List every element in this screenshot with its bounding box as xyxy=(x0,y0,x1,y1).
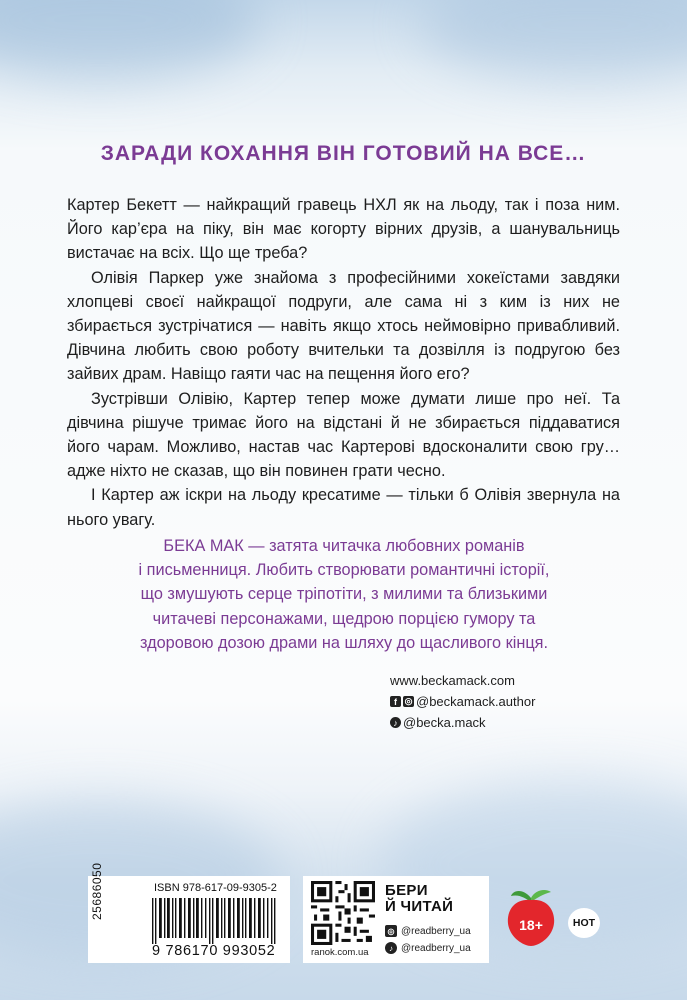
author-bio-line: здоровою дозою драми на шляху до щасливого кінця. xyxy=(140,633,548,652)
hot-badge: HOT xyxy=(568,908,600,938)
author-social-row xyxy=(390,691,535,712)
publisher-instagram-row xyxy=(385,925,471,937)
berry-age-badge-icon xyxy=(505,886,557,948)
instagram-icon: ◎ xyxy=(385,925,397,937)
barcode-icon xyxy=(150,898,282,944)
author-bio-line: і письменниця. Любить створювати романтичні історії, xyxy=(138,561,550,580)
barcode-number: 9 786170 993052 xyxy=(152,943,276,959)
book-blurb xyxy=(67,193,620,532)
publisher-panel xyxy=(303,876,489,963)
instagram-icon: ◎ xyxy=(404,696,413,706)
author-links xyxy=(390,670,535,733)
publisher-website[interactable]: ranok.com.ua xyxy=(311,947,369,958)
barcode-panel xyxy=(88,862,290,963)
author-tiktok-handle[interactable]: @becka.mack xyxy=(403,715,486,730)
isbn-text: ISBN 978-617-09-9305-2 xyxy=(154,882,277,894)
author-tiktok-row xyxy=(390,712,535,733)
author-website-row xyxy=(390,670,535,691)
author-bio-line: читачеві персонажами, щедрою порцією гумору та xyxy=(152,609,536,628)
blurb-paragraph: І Картер аж іскри на льоду кресатиме — тільки б Олівія звернула на нього увагу. xyxy=(67,486,620,529)
blurb-paragraph: Картер Бекетт — найкращий гравець НХЛ як на льоду, так і поза ним. Його кар’єра на піку, він має когорту вірних друзів, а шанувальниць вистачає на всіх. Що ще треба? xyxy=(67,196,620,263)
brand-line: Й ЧИТАЙ xyxy=(385,898,454,915)
barcode-side-code: 25686050 xyxy=(90,862,104,920)
brand-line: БЕРИ xyxy=(385,882,428,899)
age-rating: 18+ xyxy=(519,917,543,933)
headline: ЗАРАДИ КОХАННЯ ВІН ГОТОВИЙ НА ВСЕ… xyxy=(100,142,587,165)
author-bio xyxy=(84,534,604,655)
blurb-paragraph: Олівія Паркер уже знайома з професійними хокеїстами завдяки хлопцеві своєї найкращої подруги, але сама ні з ким із них не збирається зустрічатися — навіть якщо хтось неймовірно привабливий. Дівчина любить свою роботу вчительки та дозвілля із подругою без зайвих драм. Навіщо гаяти час на пещення його его? xyxy=(67,268,620,384)
author-bio-line: БЕКА МАК — затята читачка любовних романів xyxy=(163,537,525,555)
author-social-handle[interactable]: @beckamack.author xyxy=(416,694,536,709)
sky-cloud xyxy=(420,0,687,80)
publisher-instagram-handle[interactable]: @readberry_ua xyxy=(401,925,471,937)
author-website-link[interactable]: www.beckamack.com xyxy=(390,673,515,688)
sky-cloud xyxy=(0,0,260,80)
qr-code-icon[interactable] xyxy=(311,881,375,945)
publisher-tiktok-row xyxy=(385,942,471,954)
author-bio-line: що змушують серце тріпотіти, з милими та близькими xyxy=(140,585,548,604)
tiktok-icon: ♪ xyxy=(390,717,401,728)
blurb-paragraph: Зустрівши Олівію, Картер тепер може думати лише про неї. Та дівчина рішуче тримає його на відстані й не збирається піддаватися його чарам. Можливо, настав час Картерові вдосконалити свою гру… адже ніхто не сказав, що він повинен грати чесно. xyxy=(67,389,620,481)
publisher-tiktok-handle[interactable]: @readberry_ua xyxy=(401,942,471,954)
tiktok-icon: ♪ xyxy=(385,942,397,954)
publisher-brand xyxy=(385,883,453,915)
facebook-icon: f xyxy=(390,696,401,707)
